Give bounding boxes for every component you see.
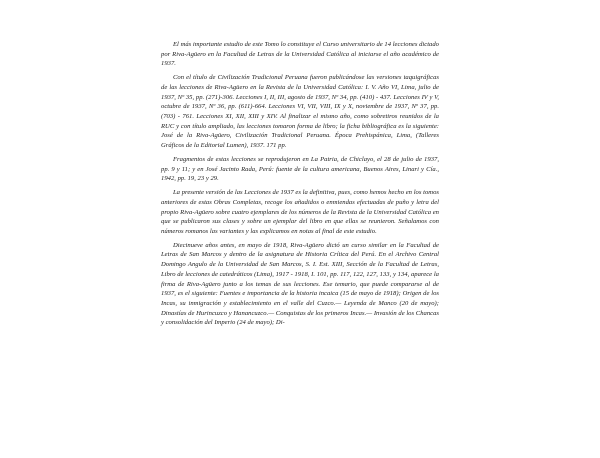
paragraph: La presente versión de las Lecciones de 1937 es la definitiva, pues, como hemos hecho en los tomos anteriores de estas Obras Completas, recoge los añadidos o enmiendas efectuadas de puño y letra del propio Riva-Agüero sobre cuatro ejemplares de los números de la Revista de la Universidad Católica en que se publicaron sus clases y sobre un ejemplar del libro en que ellas se reunieron. Señalamos con números romanos las variantes y las explicamos en notas al final de este estudio. [161, 189, 439, 235]
paragraph: Fragmentos de estas lecciones se reprodujeron en La Patria, de Chiclayo, el 28 de julio de 1937, pp. 9 y 11; y en José Jacinto Rada, Perú: fuente de la cultura americana, Buenos Aires, Linari y Cía., 1942, pp. 19, 23 y 29. [161, 155, 439, 183]
paragraph: Diecinueve años antes, en mayo de 1918, Riva-Agüero dictó un curso similar en la Facultad de Letras de San Marcos y dentro de la asignatura de Historia Crítica del Perú. En el Archivo Central Domingo Angulo de la Universidad de San Marcos, S. I. Est. XIII, Sección de la Facultad de Letras, Libro de lecciones de catedráticos (Lima), 1917 - 1918, I. 101, pp. 117, 122, 127, 133, y 134, aparece la firma de Riva-Agüero junto a los temas de sus lecciones. Ese temario, que puede compararse al de 1937, es el siguiente: Fuentes e importancia de la historia incaica (15 de mayo de 1918); Origen de los Incas, su inmigración y establecimiento en el valle del Cuzco.— Leyenda de Manco (20 de mayo); Dinastías de Hurincuzco y Hanancuzco.— Conquistas de los primeros Incas.— Invasión de los Chancas y consolidación del Imperio (24 de mayo); Di- [161, 241, 439, 327]
paragraph: El más importante estudio de este Tomo lo constituye el Curso universitario de 14 lecciones dictado por Riva-Agüero en la Facultad de Letras de la Universidad Católica al iniciarse el año académico de 1937. [161, 41, 440, 68]
paragraph: Con el título de Civilización Tradicional Peruana fueron publicándose las versiones taquigráficas de las lecciones de Riva-Agüero en la Revista de la Universidad Católica: I. V. Año VI, Lima, julio de 1937, Nº 35, pp. (271)-306. Lecciones I, II, III, agosto de 1937, Nº 34, pp. (410) - 437. Lecciones IV y V, octubre de 1937, Nº 36, pp. (611)-664. Lecciones VI, VII, VIII, IX y X, noviembre de 1937, Nº 37, pp. (703) - 761. Lecciones XI, XII, XIII y XIV. Al finalizar el mismo año, como sobretiros reunidos de la RUC y con título ampliado, las lecciones tomaron forma de libro; la ficha bibliográfica es la siguiente: José de la Riva-Agüero, Civilización Tradicional Peruana. Época Prehispánica, Lima, (Talleres Gráficos de la Editorial Lumen), 1937. 171 pp. [161, 74, 439, 150]
text-column [161, 40, 439, 328]
